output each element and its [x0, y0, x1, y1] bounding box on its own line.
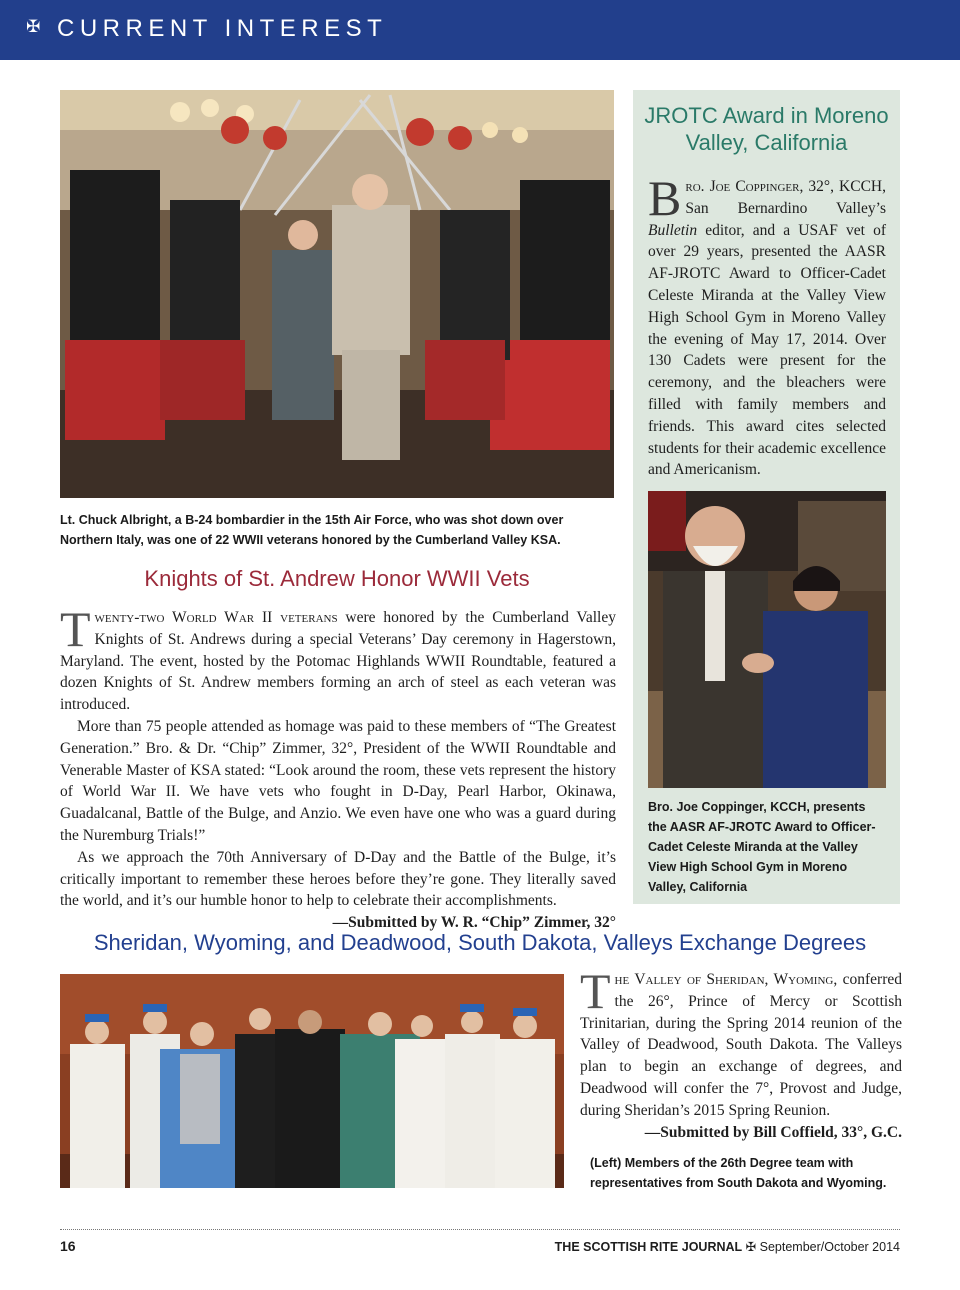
article1-paragraph-2: More than 75 people attended as homage was paid to these members of “The Greatest Generation.” Bro. & Dr. “Chip” Zimmer, 32°, President of the WWII Roundtable and Venerable Master of KSA stated: “Look around the room, these vets represent the history of World War II. We have vets who fought in D-Day, Pearl Harbor, Okinawa, Guadalcanal, Battle of the Bulge, and Anzio. We even have one who was a guard during the Nuremburg Trials!” [60, 717, 616, 844]
degree-team-photo [60, 974, 564, 1188]
issue-date: September/October 2014 [759, 1240, 900, 1254]
article2-headline: Sheridan, Wyoming, and Deadwood, South Dakota, Valleys Exchange Degrees [93, 930, 867, 955]
article1-lead-caps: wenty-two World War II veterans [94, 609, 338, 626]
article2-lead-caps: he Valley of Sheridan, Wyoming, [614, 971, 838, 988]
award-photo-caption: Bro. Joe Coppinger, KCCH, presents the AASR AF-JROTC Award to Officer-Cadet Celeste Miranda at the Valley View High School Gym in Moreno Valley, California [648, 800, 876, 894]
sidebar-bulletin-italic: Bulletin [648, 221, 698, 239]
honor-guard-photo [60, 90, 614, 498]
article1-dropcap: T [60, 601, 91, 657]
sidebar-text-b: editor, and a USAF vet of over 29 years, presented the AASR AF-JROTC Award to Officer-Cadet Celeste Miranda at the Valley View High School Gym in Moreno Valley the evening of May 17, 2014. Over 130 Cadets were present for the ceremony, and the bleachers were filled with family members and friends. This award cites selected students for their academic excellence and Americanism. [648, 221, 886, 479]
article2-text: conferred the 26°, Prince of Mercy or Scottish Trinitarian, during the Spring 2014 reunion of the Valley of Deadwood, South Dakota. The Valleys plan to begin an exchange of degrees, and Deadwood will confer the 7°, Provost and Judge, during Sheridan’s 2015 Spring Reunion. [580, 971, 902, 1119]
footer-divider [60, 1229, 900, 1230]
jrotc-sidebar [633, 90, 900, 904]
article2-dropcap: T [580, 963, 611, 1019]
sidebar-headline-line1: JROTC Award in Moreno [644, 103, 889, 128]
degree-team-caption: (Left) Members of the 26th Degree team with representatives from South Dakota and Wyoming. [590, 1156, 887, 1190]
sidebar-dropcap: B [648, 170, 682, 226]
sidebar-body [648, 170, 886, 481]
article1-signature: —Submitted by W. R. “Chip” Zimmer, 32° [332, 914, 616, 932]
sidebar-text-a: 32°, KCCH, San Bernardino Valley’s [685, 178, 886, 217]
honor-guard-caption: Lt. Chuck Albright, a B-24 bombardier in the 15th Air Force, who was shot down over Northern Italy, was one of 22 WWII veterans honored by the Cumberland Valley KSA. [60, 513, 564, 547]
section-title: CURRENT INTEREST [57, 15, 388, 42]
journal-name: THE SCOTTISH RITE JOURNAL [554, 1240, 743, 1254]
article1-body [60, 601, 616, 934]
sidebar-lead-caps: ro. Joe Coppinger, [685, 178, 804, 195]
article2-paragraph [580, 963, 902, 1122]
sidebar-headline-line2: Valley, California [685, 130, 848, 155]
article1-paragraph-1 [60, 601, 616, 716]
article1-headline: Knights of St. Andrew Honor WWII Vets [144, 566, 530, 591]
footer-cross-icon: ✠ [745, 1240, 757, 1254]
article1-p1-text: were honored by the Cumberland Valley Knights of St. Andrews during a special Veterans’ Day ceremony in Hagerstown, Maryland. The event, hosted by the Potomac Highlands WWII Roundtable, featured a dozen Knights of St. Andrew members forming an arch of steel as each veteran was introduced. [60, 609, 616, 714]
sidebar-headline [633, 102, 900, 156]
article2-signature: —Submitted by Bill Coffield, 33°, G.C. [644, 1123, 902, 1141]
article1-paragraph-3: As we approach the 70th Anniversary of D-Day and the Battle of the Bulge, it’s critically important to remember these heroes before they’re gone. They literally saved the world, and it’s our humble honor to help to celebrate their accomplishments. [60, 848, 616, 910]
cross-icon: ✠ [26, 17, 41, 37]
award-photo [648, 491, 886, 788]
page-number: 16 [60, 1238, 76, 1254]
footer-journal-line [555, 1239, 900, 1254]
article2-body [580, 963, 902, 1143]
section-header [0, 0, 960, 60]
